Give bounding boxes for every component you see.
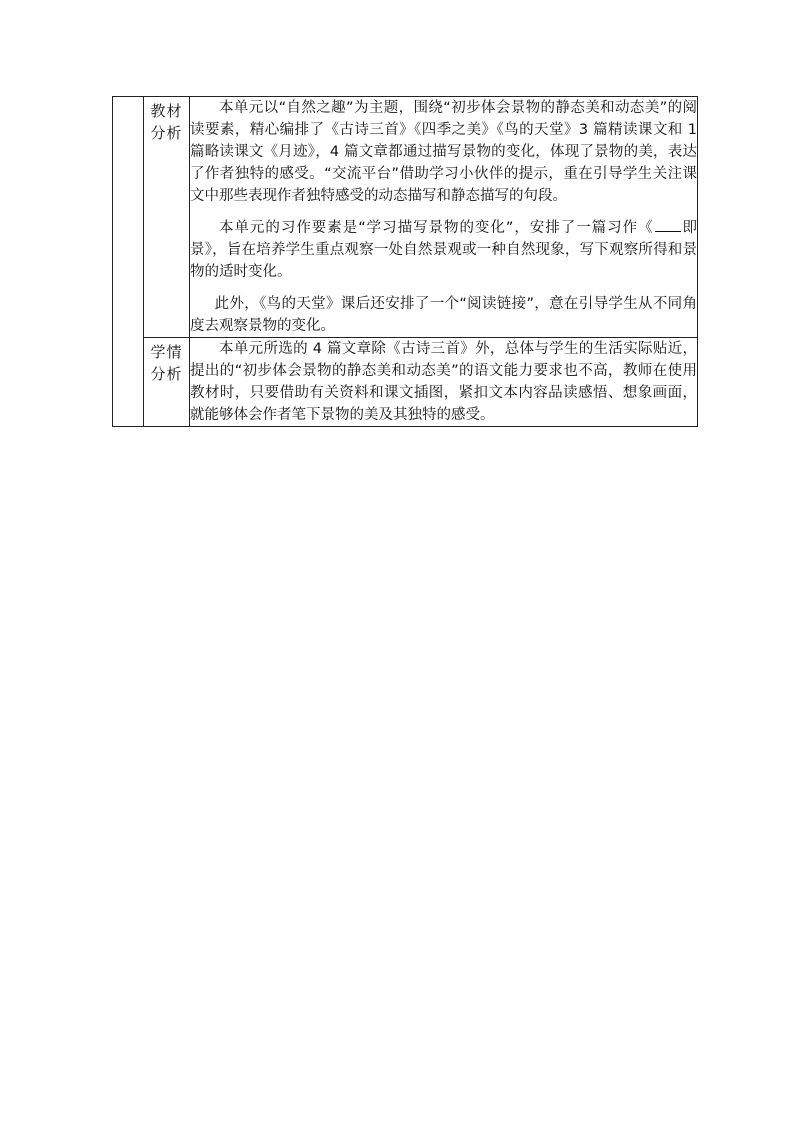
- row-label-student: [144, 338, 189, 385]
- paragraph-student-analysis: 本单元所选的 4 篇文章除《古诗三首》外，总体与学生的生活实际贴近，提出的“初步体会景物的静态美和动态美”的语文能力要求也不高，教师在使用教材时，只要借助有关资料和课文插图，紧扣文本内容品读感悟、想象画面，就能够体会作者笔下景物的美及其独特的感受。: [190, 341, 697, 423]
- label-cell-textbook: [144, 97, 190, 338]
- paragraph-text: 即景》，旨在培养学生重点观察一处自然景观或一种自然现象，写下观察所得和景物的适时变化。: [190, 220, 697, 280]
- paragraph-writing-elements: [190, 217, 697, 283]
- label-line: 分析: [150, 365, 183, 383]
- table-row-student-analysis: [113, 338, 698, 427]
- label-line: 分析: [150, 124, 183, 142]
- paragraph-text: 《: [638, 220, 654, 236]
- paragraph-text: 本单元的习作要素是“学习描写景物的变化”，安排了一篇习作: [219, 220, 639, 236]
- fill-in-blank: [655, 217, 681, 232]
- row-label-textbook: [144, 97, 189, 144]
- analysis-table: [112, 96, 698, 427]
- label-line: 教材: [150, 102, 183, 120]
- label-cell-student: [144, 338, 190, 427]
- content-cell-student: [190, 338, 698, 427]
- paragraph-reading-elements: 本单元以“自然之趣”为主题，围绕“初步体会景物的静态美和动态美”的阅读要素，精心编排了《古诗三首》《四季之美》《鸟的天堂》3 篇精读课文和 1 篇略读课文《月迹》，4 篇文章都通过描写景物的变化，体现了景物的美，表达了作者独特的感受。“交流平台”借助学习小伙伴的提示，重在引导学生关注课文中那些表现作者独特感受的动态描写和静态描写的句段。: [190, 100, 697, 204]
- table-row-textbook-analysis: [113, 97, 698, 338]
- blank-left-cell: [113, 97, 144, 427]
- paragraph-reading-link: 此外，《鸟的天堂》课后还安排了一个“阅读链接”，意在引导学生从不同角度去观察景物的变化。: [190, 296, 697, 334]
- label-line: 学情: [150, 343, 183, 361]
- content-cell-textbook: [190, 97, 698, 338]
